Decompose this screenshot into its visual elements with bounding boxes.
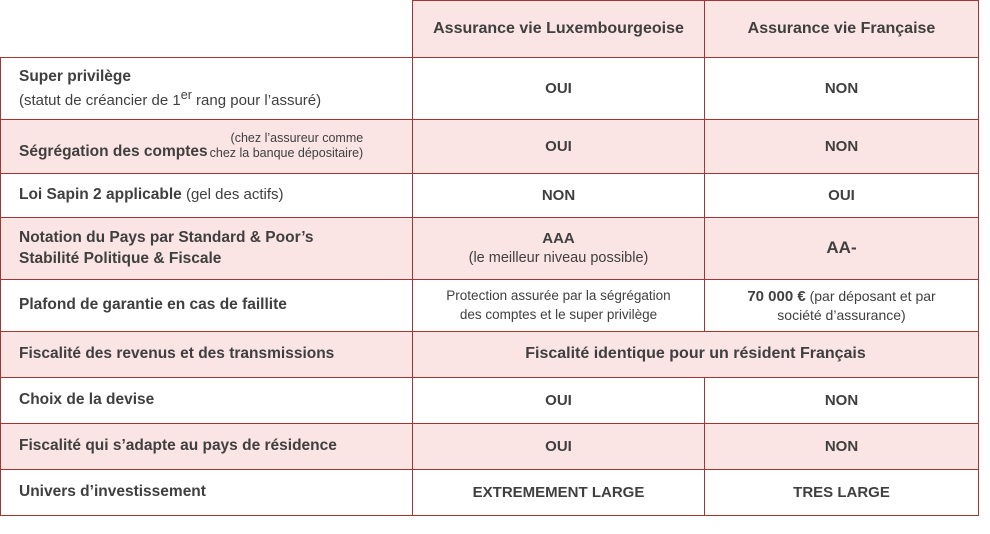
cell-lux-notation-pays [413, 218, 705, 280]
cell-fra-loi-sapin-2: OUI [705, 174, 979, 218]
column-header-luxembourg: Assurance vie Luxembourgeoise [413, 1, 705, 58]
cell-fra-plafond-note: (par déposant et par [805, 287, 936, 304]
table-row-fiscalite-revenus [1, 332, 979, 378]
cell-fra-choix-devise: NON [705, 378, 979, 424]
table-row-super-privilege [1, 58, 979, 120]
row-label-main: Loi Sapin 2 applicable [19, 186, 182, 204]
row-label-aside-line1: (chez l’assureur comme [230, 131, 364, 146]
table-header-row [1, 1, 979, 58]
row-label-plafond-garantie: Plafond de garantie en cas de faillite [1, 280, 413, 332]
table-row-plafond-garantie [1, 280, 979, 332]
row-label-segregation-comptes [1, 120, 413, 174]
row-label-super-privilege [1, 58, 413, 120]
row-label-univers-investissement: Univers d’investissement [1, 470, 413, 516]
row-label-main: Ségrégation des comptes [19, 142, 208, 160]
row-label-sub: (statut de créancier de 1er rang pour l’assuré) [19, 87, 322, 109]
row-label-aside [210, 131, 364, 162]
cell-fra-rating: AA- [826, 238, 857, 258]
cell-lux-fiscalite-residence: OUI [413, 424, 705, 470]
cell-lux-univers-investissement: EXTREMEMENT LARGE [413, 470, 705, 516]
row-label-inline-wrap [19, 131, 402, 162]
cell-fra-plafond-garantie [705, 280, 979, 332]
table-row-notation-pays [1, 218, 979, 280]
cell-lux-plafond-line1: Protection assurée par la ségrégation [446, 288, 671, 304]
header-corner-blank [1, 1, 413, 58]
row-label-aside-line2: chez la banque dépositaire) [209, 146, 364, 160]
cell-fra-segregation-comptes: NON [705, 120, 979, 174]
cell-fra-plafond-amount: 70 000 € [747, 287, 806, 305]
cell-lux-rating: AAA [542, 230, 575, 248]
cell-lux-segregation-comptes: OUI [413, 120, 705, 174]
row-label-choix-devise: Choix de la devise [1, 378, 413, 424]
cell-fra-plafond-note-line2: société d’assurance) [777, 307, 906, 324]
row-label-loi-sapin-2 [1, 174, 413, 218]
row-label-fiscalite-revenus: Fiscalité des revenus et des transmissions [1, 332, 413, 378]
table-row-segregation-comptes [1, 120, 979, 174]
cell-fra-univers-investissement: TRES LARGE [705, 470, 979, 516]
cell-lux-choix-devise: OUI [413, 378, 705, 424]
row-label-main-line2: Stabilité Politique & Fiscale [19, 249, 222, 267]
cell-lux-loi-sapin-2: NON [413, 174, 705, 218]
cell-fra-super-privilege: NON [705, 58, 979, 120]
row-label-sub: (gel des actifs) [181, 186, 284, 204]
row-label-main: Notation du Pays par Standard & Poor’s [19, 229, 314, 247]
cell-lux-super-privilege: OUI [413, 58, 705, 120]
cell-fra-notation-pays [705, 218, 979, 280]
table-row-loi-sapin-2 [1, 174, 979, 218]
row-label-fiscalite-residence: Fiscalité qui s’adapte au pays de résidence [1, 424, 413, 470]
cell-fra-fiscalite-residence: NON [705, 424, 979, 470]
row-label-notation-pays [1, 218, 413, 280]
column-header-france: Assurance vie Française [705, 1, 979, 58]
cell-lux-plafond-garantie [413, 280, 705, 332]
row-label-main: Super privilège [19, 67, 131, 85]
cell-lux-plafond-line2: des comptes et le super privilège [459, 306, 658, 322]
cell-lux-rating-note: (le meilleur niveau possible) [468, 249, 649, 266]
table-row-choix-devise [1, 378, 979, 424]
table-row-univers-investissement [1, 470, 979, 516]
table-row-fiscalite-residence [1, 424, 979, 470]
cell-span-fiscalite-identique: Fiscalité identique pour un résident Français [413, 332, 979, 378]
